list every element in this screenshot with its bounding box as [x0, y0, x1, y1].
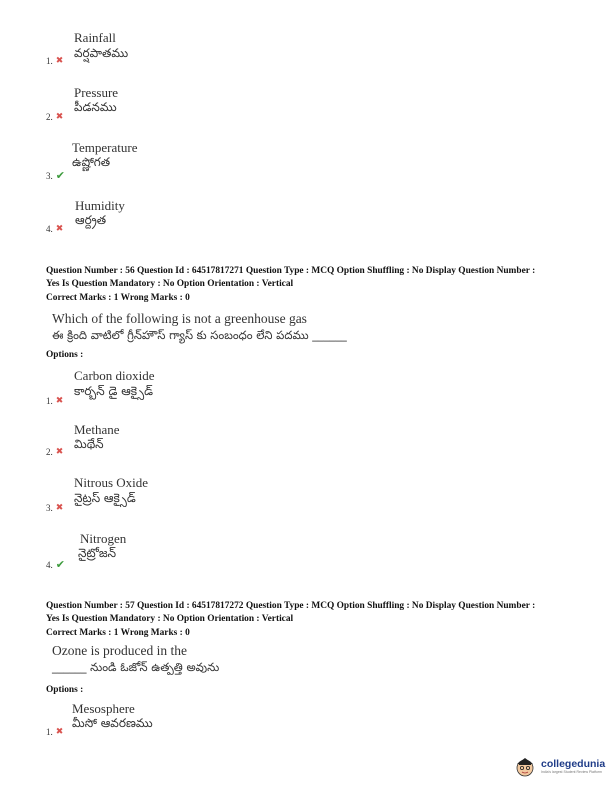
wrong-mark-icon: ✖ — [55, 503, 64, 513]
option-number: 3. ✔ — [46, 169, 65, 182]
option-text-te: మీసో ఆవరణము — [72, 716, 153, 730]
option-text-en: Mesosphere — [72, 701, 135, 716]
option-text-te: కార్బన్ డై ఆక్సైడ్ — [74, 384, 154, 398]
option-number: 1. ✖ — [46, 56, 64, 66]
question-text-en: Which of the following is not a greenhouse gas — [52, 311, 307, 326]
question-text-en: Ozone is produced in the — [52, 643, 187, 658]
option-number: 4. ✔ — [46, 558, 65, 571]
question-meta-line: Question Number : 57 Question Id : 64517817272 Question Type : MCQ Option Shuffling : No Display Question Number : — [46, 601, 536, 611]
wrong-mark-icon: ✖ — [55, 224, 64, 234]
collegedunia-logo — [514, 754, 610, 778]
options-label: Options : — [46, 350, 84, 360]
question-meta-line: Question Number : 56 Question Id : 64517817271 Question Type : MCQ Option Shuffling : No Display Question Number : — [46, 266, 536, 276]
wrong-mark-icon: ✖ — [55, 727, 64, 737]
option-text-te: ఉష్ణోగత — [72, 155, 111, 169]
option-text-te: వర్షపాతము — [74, 46, 129, 60]
option-text-te: మిథేన్ — [74, 437, 104, 451]
wrong-mark-icon: ✖ — [55, 396, 64, 406]
correct-mark-icon: ✔ — [55, 169, 65, 182]
option-text-en: Carbon dioxide — [74, 368, 155, 383]
question-text-te: ______ నుండి ఓజోన్ ఉత్పత్తి అవును — [52, 660, 220, 674]
option-number: 2. ✖ — [46, 112, 64, 122]
logo-name: collegedunia — [541, 758, 606, 770]
question-meta-line: Yes Is Question Mandatory : No Option Orientation : Vertical — [46, 614, 294, 624]
option-number: 1. ✖ — [46, 727, 64, 737]
option-text-en: Nitrogen — [80, 531, 127, 546]
student-face-icon — [514, 754, 536, 778]
option-text-en: Rainfall — [74, 30, 116, 45]
question-marks: Correct Marks : 1 Wrong Marks : 0 — [46, 293, 190, 303]
option-number: 4. ✖ — [46, 224, 64, 234]
logo-tagline: India's largest Student Review Platform — [541, 770, 602, 774]
option-text-te: పీడనము — [74, 100, 117, 114]
question-marks: Correct Marks : 1 Wrong Marks : 0 — [46, 628, 190, 638]
option-text-en: Temperature — [72, 140, 138, 155]
question-text-te: ఈ క్రింది వాటిలో గ్రీన్‌హౌస్ గ్యాస్ కు సంబంధం లేని పదము ______ — [52, 328, 347, 342]
wrong-mark-icon: ✖ — [55, 447, 64, 457]
wrong-mark-icon: ✖ — [55, 56, 64, 66]
option-text-en: Pressure — [74, 85, 119, 100]
option-text-te: నైట్రస్ ఆక్సైడ్ — [74, 491, 136, 505]
option-text-te: ఆర్ద్రత — [75, 213, 107, 227]
option-number: 3. ✖ — [46, 503, 64, 513]
wrong-mark-icon: ✖ — [55, 112, 64, 122]
options-label: Options : — [46, 685, 84, 695]
option-number: 1. ✖ — [46, 396, 64, 406]
option-number: 2. ✖ — [46, 447, 64, 457]
option-text-en: Humidity — [75, 198, 125, 213]
question-meta-line: Yes Is Question Mandatory : No Option Orientation : Vertical — [46, 279, 294, 289]
option-text-te: నైట్రోజన్ — [78, 546, 117, 560]
correct-mark-icon: ✔ — [55, 558, 65, 571]
option-text-en: Nitrous Oxide — [74, 475, 149, 490]
option-text-en: Methane — [74, 422, 120, 437]
